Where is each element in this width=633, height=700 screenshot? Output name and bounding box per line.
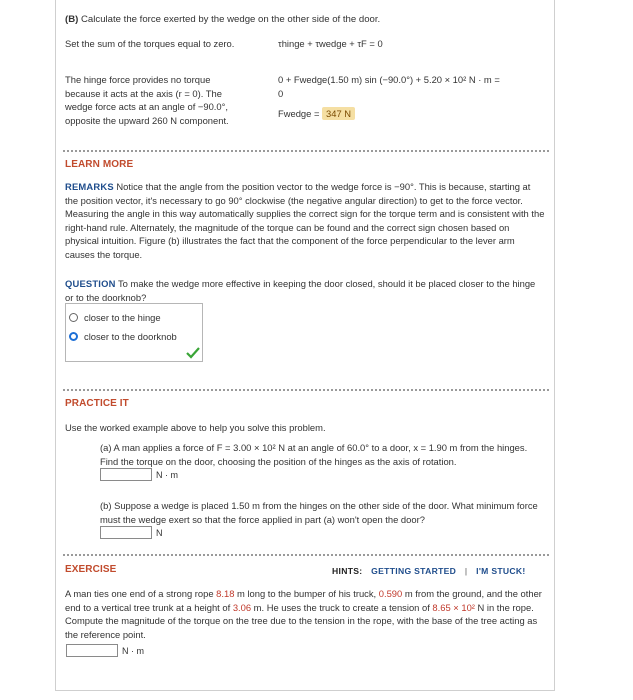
step2-equation-line1: 0 + Fwedge(1.50 m) sin (−90.0°) + 5.20 × 10² N · m = <box>278 74 500 85</box>
answer-choices <box>65 303 203 362</box>
divider <box>63 389 549 391</box>
remarks-text: Notice that the angle from the position vector to the wedge force is −90°. This is because, starting at the position vector, it's necessary to go 90° clockwise (the negative angular direction) to get to the force vector. Measuring the angle in this way automatically supplies the correct sign for the torque term and is consistent with the right-hand rule. Alternately, the magnitude of the torque can be found and the correct sign chosen based on physical intuition. Figure (b) illustrates the fact that the component of the force perpendicular to the lever arm causes the torque. <box>65 181 545 260</box>
exercise-answer-row <box>66 644 144 657</box>
hints-bar <box>332 566 526 576</box>
option-closer-to-hinge[interactable] <box>69 310 161 324</box>
rope-length-value: 8.18 <box>216 588 235 599</box>
hint-separator: | <box>464 566 468 576</box>
exercise-text <box>65 587 545 641</box>
exercise-text-part: m long to the bumper of his truck, <box>237 588 377 599</box>
tension-value: 8.65 × 10² <box>432 601 475 613</box>
part-a-input[interactable] <box>100 468 152 481</box>
question-paragraph <box>65 277 545 304</box>
radio-unselected[interactable] <box>69 313 78 322</box>
step1-explanation: Set the sum of the torques equal to zero. <box>65 38 235 49</box>
hint-getting-started-link[interactable]: GETTING STARTED <box>371 566 457 576</box>
checkmark-icon <box>186 347 200 359</box>
practice-heading: PRACTICE IT <box>65 398 129 409</box>
hint-stuck-link[interactable]: I'M STUCK! <box>476 566 526 576</box>
remarks-paragraph <box>65 180 545 262</box>
learn-more-heading: LEARN MORE <box>65 159 134 170</box>
divider <box>63 554 549 556</box>
exercise-input[interactable] <box>66 644 118 657</box>
result-value: 347 N <box>322 107 355 120</box>
option-label: closer to the doorknob <box>84 330 177 342</box>
step2-explanation: The hinge force provides no torque because it acts at the axis (r = 0). The wedge force acts at an angle of −90.0°, opposite the upward 260 N component. <box>65 74 229 126</box>
part-a-text: (a) A man applies a force of F = 3.00 × 10² N at an angle of 60.0° to a door, x = 1.90 m from the hinges. Find the torque on the door, choosing the position of the hinges as the axis of rotation. <box>100 442 528 467</box>
part-b-input[interactable] <box>100 526 152 539</box>
part-a-unit: N · m <box>156 469 178 480</box>
question-text: To make the wedge more effective in keeping the door closed, should it be placed closer to the hinge or to the doorknob? <box>65 278 536 303</box>
step2-equation-line2: 0 <box>278 88 284 99</box>
practice-intro: Use the worked example above to help you solve this problem. <box>65 422 326 433</box>
radio-selected[interactable] <box>69 332 78 341</box>
exercise-heading: EXERCISE <box>65 564 117 575</box>
divider <box>63 150 549 152</box>
step2-result <box>278 107 355 121</box>
remarks-label: REMARKS <box>65 181 114 192</box>
bumper-height-value: 0.590 <box>378 588 403 599</box>
exercise-text-part: A man ties one end of a strong rope <box>65 588 214 599</box>
part-b-text: (b) Suppose a wedge is placed 1.50 m from the hinges on the other side of the door. What minimum force must the wedge exert so that the force applied in part (a) won't open the door? <box>100 500 538 525</box>
part-b-answer-row <box>100 526 163 539</box>
step1-equation-text: τhinge + τwedge + τF = 0 <box>278 38 383 49</box>
exercise-text-part: m. He uses the truck to create a tension of <box>253 601 430 613</box>
question-label: QUESTION <box>65 278 116 289</box>
trunk-height-value: 3.06 <box>232 601 252 613</box>
exercise-unit: N · m <box>122 645 144 656</box>
exercise-text-part: N in the rope. Compute the magnitude of the torque on the tree due to the tension in the rope, with the base of the tree acting as the reference point. <box>65 601 538 640</box>
part-b-unit: N <box>156 527 163 538</box>
part-a-answer-row <box>100 468 178 481</box>
part-b-title: (B) Calculate the force exerted by the wedge on the other side of the door. <box>65 14 381 25</box>
result-label: Fwedge = <box>278 108 320 119</box>
exercise-text-part: m from the ground, and the other end to a vertical tree trunk at a height of <box>65 588 542 613</box>
practice-part-a <box>100 441 545 468</box>
option-closer-to-doorknob[interactable] <box>69 329 177 343</box>
step1-equation <box>278 37 383 51</box>
option-label: closer to the hinge <box>84 311 161 323</box>
hints-label: HINTS: <box>332 566 363 576</box>
practice-part-b <box>100 499 545 526</box>
